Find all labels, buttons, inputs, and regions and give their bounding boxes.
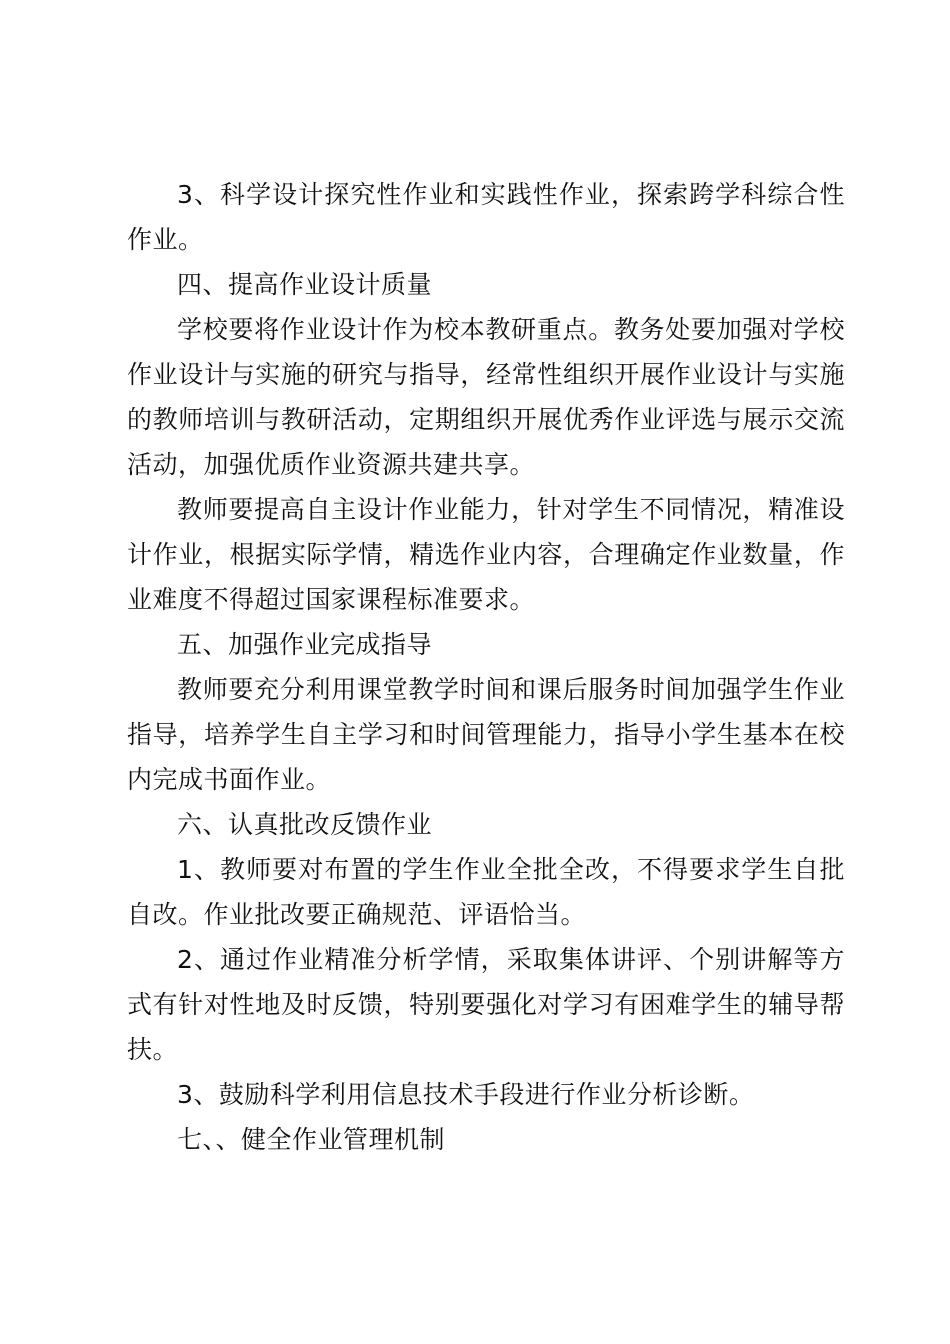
paragraph-teacher-design: 教师要提高自主设计作业能力，针对学生不同情况，精准设计作业，根据实际学情，精选作业内容，合理确定作业数量，作业难度不得超过国家课程标准要求。: [127, 495, 845, 614]
paragraph-completion-guidance: 教师要充分利用课堂教学时间和课后服务时间加强学生作业指导，培养学生自主学习和时间管理能力，指导小学生基本在校内完成书面作业。: [127, 675, 845, 794]
section-heading-6: 六、认真批改反馈作业: [177, 810, 433, 839]
paragraph-item-3-it-analysis: 3、鼓励科学利用信息技术手段进行作业分析诊断。: [177, 1080, 755, 1109]
paragraph-item-3-inquiry-homework: 3、科学设计探究性作业和实践性作业，探索跨学科综合性作业。: [127, 180, 845, 254]
section-heading-7: 七、、健全作业管理机制: [177, 1125, 446, 1154]
section-heading-4: 四、提高作业设计质量: [177, 270, 433, 299]
document-body: [127, 172, 845, 1162]
paragraph-item-2-feedback: 2、通过作业精准分析学情，采取集体讲评、个别讲解等方式有针对性地及时反馈，特别要强化对学习有困难学生的辅导帮扶。: [127, 945, 845, 1064]
paragraph-item-1-grading: 1、教师要对布置的学生作业全批全改，不得要求学生自批自改。作业批改要正确规范、评语恰当。: [127, 855, 845, 929]
section-heading-5: 五、加强作业完成指导: [177, 630, 433, 659]
paragraph-school-research: 学校要将作业设计作为校本教研重点。教务处要加强对学校作业设计与实施的研究与指导，经常性组织开展作业设计与实施的教师培训与教研活动，定期组织开展优秀作业评选与展示交流活动，加强优质作业资源共建共享。: [127, 315, 845, 479]
